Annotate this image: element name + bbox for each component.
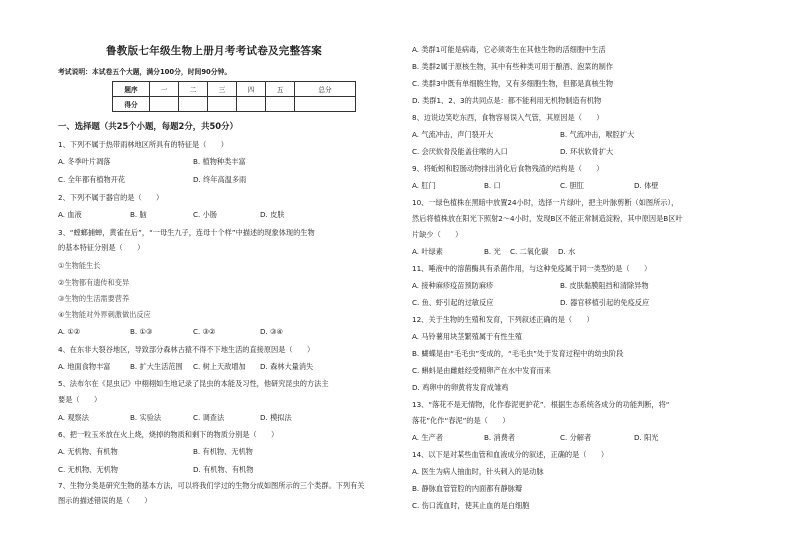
score-cell[interactable] bbox=[179, 97, 208, 112]
option: A. 冬季叶片凋落 bbox=[58, 157, 111, 166]
score-header-cell: 题序 bbox=[113, 82, 150, 97]
option: B. 有机物、无机物 bbox=[193, 447, 253, 456]
option: C. 二氧化碳 bbox=[510, 247, 549, 256]
question-5-cont: 要是（ ） bbox=[58, 395, 102, 404]
option: A. 肛门 bbox=[412, 181, 436, 190]
question-10-cont: 片缺少（ ） bbox=[412, 230, 463, 239]
option: B. 蝴蝶是由“毛毛虫”变成的，“毛毛虫”处于发育过程中的幼虫阶段 bbox=[412, 349, 624, 358]
exam-note: 考试说明：本试卷五个大题，满分100分，时间90分钟。 bbox=[58, 68, 232, 76]
question-2: 2、下列不属于器官的是（ ） bbox=[58, 193, 164, 202]
option: D. 器官移植引起的免疫反应 bbox=[560, 298, 650, 307]
option: B. 消费者 bbox=[484, 433, 516, 442]
score-cell[interactable] bbox=[266, 97, 295, 112]
question-10: 10、一绿色植株在黑暗中放置24小时，选择一片绿叶，把主叶脉剪断（如图所示）， bbox=[412, 198, 679, 207]
question-1: 1、下列不属于热带雨林地区所具有的特征是（ ） bbox=[58, 140, 228, 149]
option: A. 医生为病人抽血时，针头刺入的是动脉 bbox=[412, 467, 544, 476]
option: D. 终年高温多雨 bbox=[193, 175, 247, 184]
statement: ④生物能对外界刺激做出反应 bbox=[58, 310, 151, 319]
score-table-score-row bbox=[113, 97, 356, 112]
option: D. 森林大量消失 bbox=[260, 362, 314, 371]
score-cell[interactable] bbox=[295, 97, 356, 112]
question-14: 14、以下是对某些血管和血液成分的叙述，正确的是（ ） bbox=[412, 450, 609, 459]
score-cell[interactable] bbox=[208, 97, 237, 112]
question-4: 4、在东非大裂谷地区，导致部分森林古猿不得不下地生活的直接原因是（ ） bbox=[58, 345, 315, 354]
option: D. 皮肤 bbox=[260, 210, 285, 219]
option: C. 类群3中既有单细胞生物，又有多细胞生物，但都是真核生物 bbox=[412, 79, 614, 88]
question-9: 9、将蚯蚓和腔肠动物排出消化后食物残渣的结构是（ ） bbox=[412, 164, 604, 173]
option: A. 观察法 bbox=[58, 413, 89, 422]
score-header-cell: 三 bbox=[208, 82, 237, 97]
statement: ②生物都有遗传和变异 bbox=[58, 278, 130, 287]
option: C. 蝌蚪是由雌蛙经受精卵产在水中发育而来 bbox=[412, 366, 551, 375]
option: B. 气流冲击，喉腔扩大 bbox=[560, 130, 635, 139]
question-10-cont: 然后将植株放在阳光下照射2～4小时，发现B区不能正常制造淀粉，其中原因是B区叶 bbox=[412, 214, 683, 223]
score-header-cell: 总分 bbox=[295, 82, 356, 97]
option: A. 类群1可能是病毒，它必须寄生在其他生物的活细胞中生活 bbox=[412, 45, 606, 54]
option: D. 模拟法 bbox=[260, 413, 292, 422]
option: C. 分解者 bbox=[560, 433, 592, 442]
option: D. 体壁 bbox=[634, 181, 659, 190]
option: D. 类群1、2、3的共同点是：都不能利用无机物制造有机物 bbox=[412, 96, 602, 105]
option: A. 地面食物丰富 bbox=[58, 362, 111, 371]
option: B. 皮肤黏膜阻挡和清除异物 bbox=[560, 281, 649, 290]
option: C. 无机物、无机物 bbox=[58, 465, 118, 474]
option: C. ③② bbox=[193, 327, 216, 336]
question-11: 11、唾液中的溶菌酶具有杀菌作用，与这种免疫属于同一类型的是（ ） bbox=[412, 264, 652, 273]
option: C. 会厌软骨没能盖住喉的入口 bbox=[412, 147, 508, 156]
option: A. 生产者 bbox=[412, 433, 443, 442]
option: B. 脑 bbox=[130, 210, 147, 219]
question-7-cont: 图示的描述错误的是（ ） bbox=[58, 496, 152, 505]
question-12: 12、关于生物的生殖和发育，下列叙述正确的是（ ） bbox=[412, 315, 594, 324]
option: D. 水 bbox=[558, 247, 576, 256]
option: C. 小肠 bbox=[193, 210, 217, 219]
section-heading: 一、选择题（共25个小题，每题2分，共50分） bbox=[58, 121, 238, 131]
score-table bbox=[112, 81, 356, 112]
option: A. 接种麻疹疫苗预防麻疹 bbox=[412, 281, 494, 290]
score-header-cell: 一 bbox=[150, 82, 179, 97]
statement: ③生物的生活需要营养 bbox=[58, 294, 130, 303]
question-8: 8、边说边笑吃东西，食物容易误入气管，其原因是（ ） bbox=[412, 113, 604, 122]
question-13-cont: 落花”化作“春泥”的是（ ） bbox=[412, 416, 510, 425]
score-row-label: 得分 bbox=[113, 97, 150, 112]
question-13: 13、“落花不是无情物，化作春泥更护花”．根据生态系统各成分的功能判断，将“ bbox=[412, 400, 670, 409]
option: B. 类群2属于原核生物，其中有些种类可用于酿酒、泡菜的制作 bbox=[412, 62, 613, 71]
option: B. 扩大生活范围 bbox=[130, 362, 183, 371]
option: C. 树上天敌增加 bbox=[193, 362, 246, 371]
option: B. ①③ bbox=[130, 327, 153, 336]
question-5: 5、法布尔在《昆虫记》中栩栩如生地记录了昆虫的本能及习性，他研究昆虫的方法主 bbox=[58, 379, 329, 388]
option: D. 阳光 bbox=[634, 433, 659, 442]
score-header-cell: 五 bbox=[266, 82, 295, 97]
option: D. 环状软骨扩大 bbox=[560, 147, 614, 156]
question-3-cont: 的基本特征分别是（ ） bbox=[58, 243, 145, 252]
option: A. 气流冲击，声门裂开大 bbox=[412, 130, 494, 139]
option: C. 全年都有植物开花 bbox=[58, 175, 126, 184]
score-header-cell: 二 bbox=[179, 82, 208, 97]
option: D. 鸡卵中的卵黄将发育成雏鸡 bbox=[412, 383, 509, 392]
option: A. 无机物、有机物 bbox=[58, 447, 118, 456]
score-cell[interactable] bbox=[150, 97, 179, 112]
score-cell[interactable] bbox=[237, 97, 266, 112]
option: D. 有机物、有机物 bbox=[193, 465, 254, 474]
option: A. 血液 bbox=[58, 210, 82, 219]
option: B. 静脉血管管腔的内面都有静脉瓣 bbox=[412, 484, 523, 493]
option: A. ①② bbox=[58, 327, 81, 336]
score-table-header-row bbox=[113, 82, 356, 97]
option: B. 植物种类丰富 bbox=[193, 157, 246, 166]
question-3: 3、“螳螂捕蝉，黄雀在后”，“一母生九子，连母十个样”中描述的现象体现的生物 bbox=[58, 228, 315, 237]
option: D. ③④ bbox=[260, 327, 283, 336]
page-title: 鲁教版七年级生物上册月考考试卷及完整答案 bbox=[106, 45, 322, 57]
option: B. 实验法 bbox=[130, 413, 162, 422]
option: A. 叶绿素 bbox=[412, 247, 443, 256]
question-7: 7、生物分类是研究生物的基本方法，可以将我们学过的生物分成如图所示的三个类群。下列有关 bbox=[58, 481, 365, 490]
option: C. 胆肛 bbox=[560, 181, 584, 190]
option: A. 马铃薯用块茎繁殖属于有性生殖 bbox=[412, 332, 522, 341]
score-header-cell: 四 bbox=[237, 82, 266, 97]
option: C. 伤口流血时，使其止血的是白细胞 bbox=[412, 501, 530, 510]
option: B. 光 bbox=[484, 247, 501, 256]
statement: ①生物能生长 bbox=[58, 261, 101, 270]
option: B. 口 bbox=[484, 181, 501, 190]
question-6: 6、把一粒玉米放在火上烧，烧掉的物质和剩下的物质分别是（ ） bbox=[58, 430, 279, 439]
option: C. 鱼、虾引起的过敏反应 bbox=[412, 298, 494, 307]
option: C. 调查法 bbox=[193, 413, 225, 422]
